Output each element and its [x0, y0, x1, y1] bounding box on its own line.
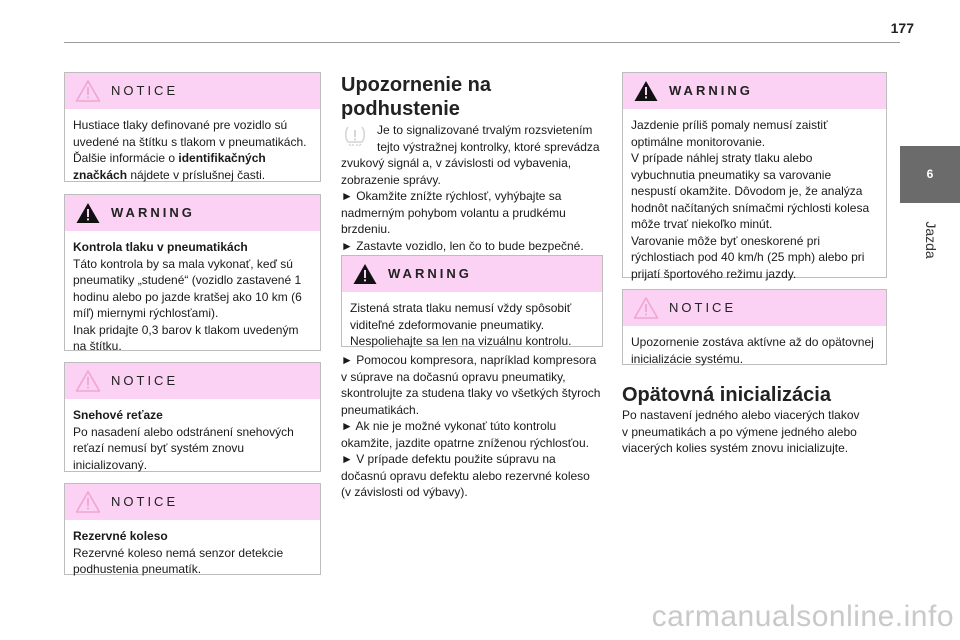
text-line: vybuchnutia pneumatiky sa varovanie	[631, 167, 832, 182]
notice-body	[623, 326, 886, 375]
notice-box-tire-pressures	[64, 72, 321, 182]
text-line: prijatí športového režimu jazdy.	[631, 266, 797, 281]
text-line: pneumatiky „studené“ (vozidlo zastavené 1	[73, 273, 302, 287]
text-fragment: Ďalšie informácie o	[73, 151, 179, 165]
notice-body	[65, 109, 320, 191]
notice-triangle-icon	[75, 490, 101, 514]
notice-header	[65, 73, 320, 109]
text-line: V prípade náhlej straty tlaku alebo	[631, 151, 813, 165]
text-line: Jazdenie príliš pomaly nemusí zaistiť	[631, 118, 828, 132]
warning-body	[65, 231, 320, 363]
text-line: ► V prípade defektu použite súpravu na	[341, 452, 556, 466]
text-line: dočasnú opravu defektu alebo rezervné koleso	[341, 468, 590, 483]
text-line: hodinu alebo po jazde kratšej ako 10 km (6	[73, 289, 302, 304]
warning-box-pressure-check	[64, 194, 321, 351]
warning-heading: Kontrola tlaku v pneumatikách	[73, 240, 248, 254]
section-heading-underinflation	[341, 73, 603, 121]
text-line: viacerých kolies systém znovu inicializujte.	[622, 441, 849, 455]
text-line	[73, 150, 312, 167]
text-line: podhustenia pneumatík.	[73, 562, 202, 576]
warning-triangle-icon	[633, 79, 659, 103]
text-line: (v závislosti od výbavy).	[341, 485, 468, 499]
text-line: Rezervné koleso nemá senzor detekcie	[73, 545, 284, 560]
text-line: inicializovaný.	[73, 457, 148, 472]
section-heading-reinitialisation: Opätovná inicializácia	[622, 384, 831, 406]
text-line: Varovanie môže byť oneskorené pri	[631, 233, 821, 248]
notice-title: NOTICE	[111, 83, 179, 98]
steps-paragraph	[341, 352, 603, 501]
notice-header	[65, 363, 320, 399]
warning-header	[623, 73, 886, 109]
text-line: rýchlostiach pod 40 km/h (25 mph) alebo pri	[631, 250, 865, 264]
text-line: viditeľné zdeformovanie pneumatiky.	[350, 317, 545, 332]
warning-body	[342, 292, 602, 358]
tyre-pressure-warning-icon	[343, 124, 367, 146]
chapter-label	[916, 205, 946, 275]
text-line: míľ) miernymi rýchlosťami).	[73, 306, 219, 320]
text-line: ► Ak nie je možné vykonať túto kontrolu	[341, 419, 557, 433]
text-line: reťazí nemusí byť systém znovu	[73, 441, 245, 455]
text-line: optimálne monitorovanie.	[631, 134, 766, 149]
text-line: Upozornenie zostáva aktívne až do opätovnej	[631, 335, 874, 349]
notice-triangle-icon	[633, 296, 659, 320]
text-line: zvukový signál a, v závislosti od vybavenia,	[341, 156, 572, 170]
text-line: Je to signalizované trvalým rozsvietením	[377, 123, 593, 137]
intro-paragraph	[341, 155, 603, 254]
notice-body	[65, 520, 320, 586]
warning-title: WARNING	[669, 83, 753, 98]
notice-triangle-icon	[75, 79, 101, 103]
text-line: Zistená strata tlaku nemusí vždy spôsobiť	[350, 301, 572, 315]
notice-triangle-icon	[75, 369, 101, 393]
text-line: Inak pridajte 0,3 barov k tlakom uvedeným	[73, 322, 299, 337]
text-line: hodnôt načítaných snímačmi rýchlosti kolesa	[631, 200, 870, 215]
text-line: môže trvať niekoľko minút.	[631, 217, 773, 231]
text-line: ► Pomocou kompresora, napríklad kompresora	[341, 353, 597, 367]
notice-title: NOTICE	[111, 494, 179, 509]
text-line: brzdeniu.	[341, 222, 391, 236]
chapter-label-text: Jazda	[923, 221, 939, 259]
text-line: Táto kontrola by sa mala vykonať, keď sú	[73, 256, 293, 271]
notice-box-spare-wheel	[64, 483, 321, 575]
notice-heading: Rezervné koleso	[73, 529, 168, 543]
warning-title: WARNING	[388, 266, 472, 281]
text-line: Nespoliehajte sa len na vizuálnu kontrolu.	[350, 334, 572, 348]
text-line: pneumatikách.	[341, 402, 420, 417]
text-line: tejto výstražnej kontrolky, ktoré sprevádza	[377, 139, 600, 154]
watermark: carmanualsonline.info	[651, 600, 954, 633]
text-line: nadmerným pohybom volantu a prudkému	[341, 205, 566, 220]
warning-header	[65, 195, 320, 231]
notice-header	[65, 484, 320, 520]
text-line: zobrazenie správy.	[341, 172, 441, 187]
notice-title: NOTICE	[669, 300, 737, 315]
text-line: skontrolujte za studena tlaky vo všetkých štyroch	[341, 386, 601, 400]
warning-triangle-icon	[352, 262, 378, 286]
warning-box-visual-check	[341, 255, 603, 347]
text-line: Hustiace tlaky definované pre vozidlo sú	[73, 118, 288, 132]
notice-box-snow-chains	[64, 362, 321, 472]
text-line: Po nasadení alebo odstránení snehových	[73, 424, 294, 439]
notice-body	[65, 399, 320, 481]
text-line: uvedené na štítku s tlakom v pneumatikách.	[73, 134, 307, 149]
chapter-tab[interactable]: 6	[900, 146, 960, 203]
notice-title: NOTICE	[111, 373, 179, 388]
text-fragment: nájdete v príslušnej časti.	[127, 167, 266, 182]
warning-title: WARNING	[111, 205, 195, 220]
text-line: ► Okamžite znížte rýchlosť, vyhýbajte sa	[341, 189, 562, 203]
text-line: nespustí okamžite. Dôvodom je, že analýza	[631, 184, 863, 198]
notice-heading: Snehové reťaze	[73, 408, 163, 422]
reinit-paragraph	[622, 407, 887, 457]
text-line	[73, 167, 312, 184]
text-line: ► Zastavte vozidlo, len čo to bude bezpečné.	[341, 238, 584, 253]
notice-box-alert-active	[622, 289, 887, 365]
text-line: inicializácie systému.	[631, 351, 744, 366]
heading-line: podhustenie	[341, 98, 460, 120]
warning-header	[342, 256, 602, 292]
notice-header	[623, 290, 886, 326]
warning-triangle-icon	[75, 201, 101, 225]
page-number: 177	[890, 20, 914, 36]
warning-body	[623, 109, 886, 290]
header-rule	[64, 42, 900, 43]
heading-line: Upozornenie na	[341, 74, 492, 96]
text-line: v súprave na dočasnú opravu pneumatiky,	[341, 369, 566, 384]
text-line: na štítku.	[73, 339, 122, 353]
intro-indented	[377, 122, 603, 155]
text-line: Po nastavení jedného alebo viacerých tlakov	[622, 408, 860, 422]
bold-term: identifikačných	[178, 151, 266, 165]
bold-term: značkách	[73, 167, 128, 182]
text-line: okamžite, jazdite opatrne zníženou rýchlosťou.	[341, 435, 589, 450]
warning-box-slow-driving	[622, 72, 887, 281]
text-line: v pneumatikách a po výmene jedného alebo	[622, 424, 857, 439]
